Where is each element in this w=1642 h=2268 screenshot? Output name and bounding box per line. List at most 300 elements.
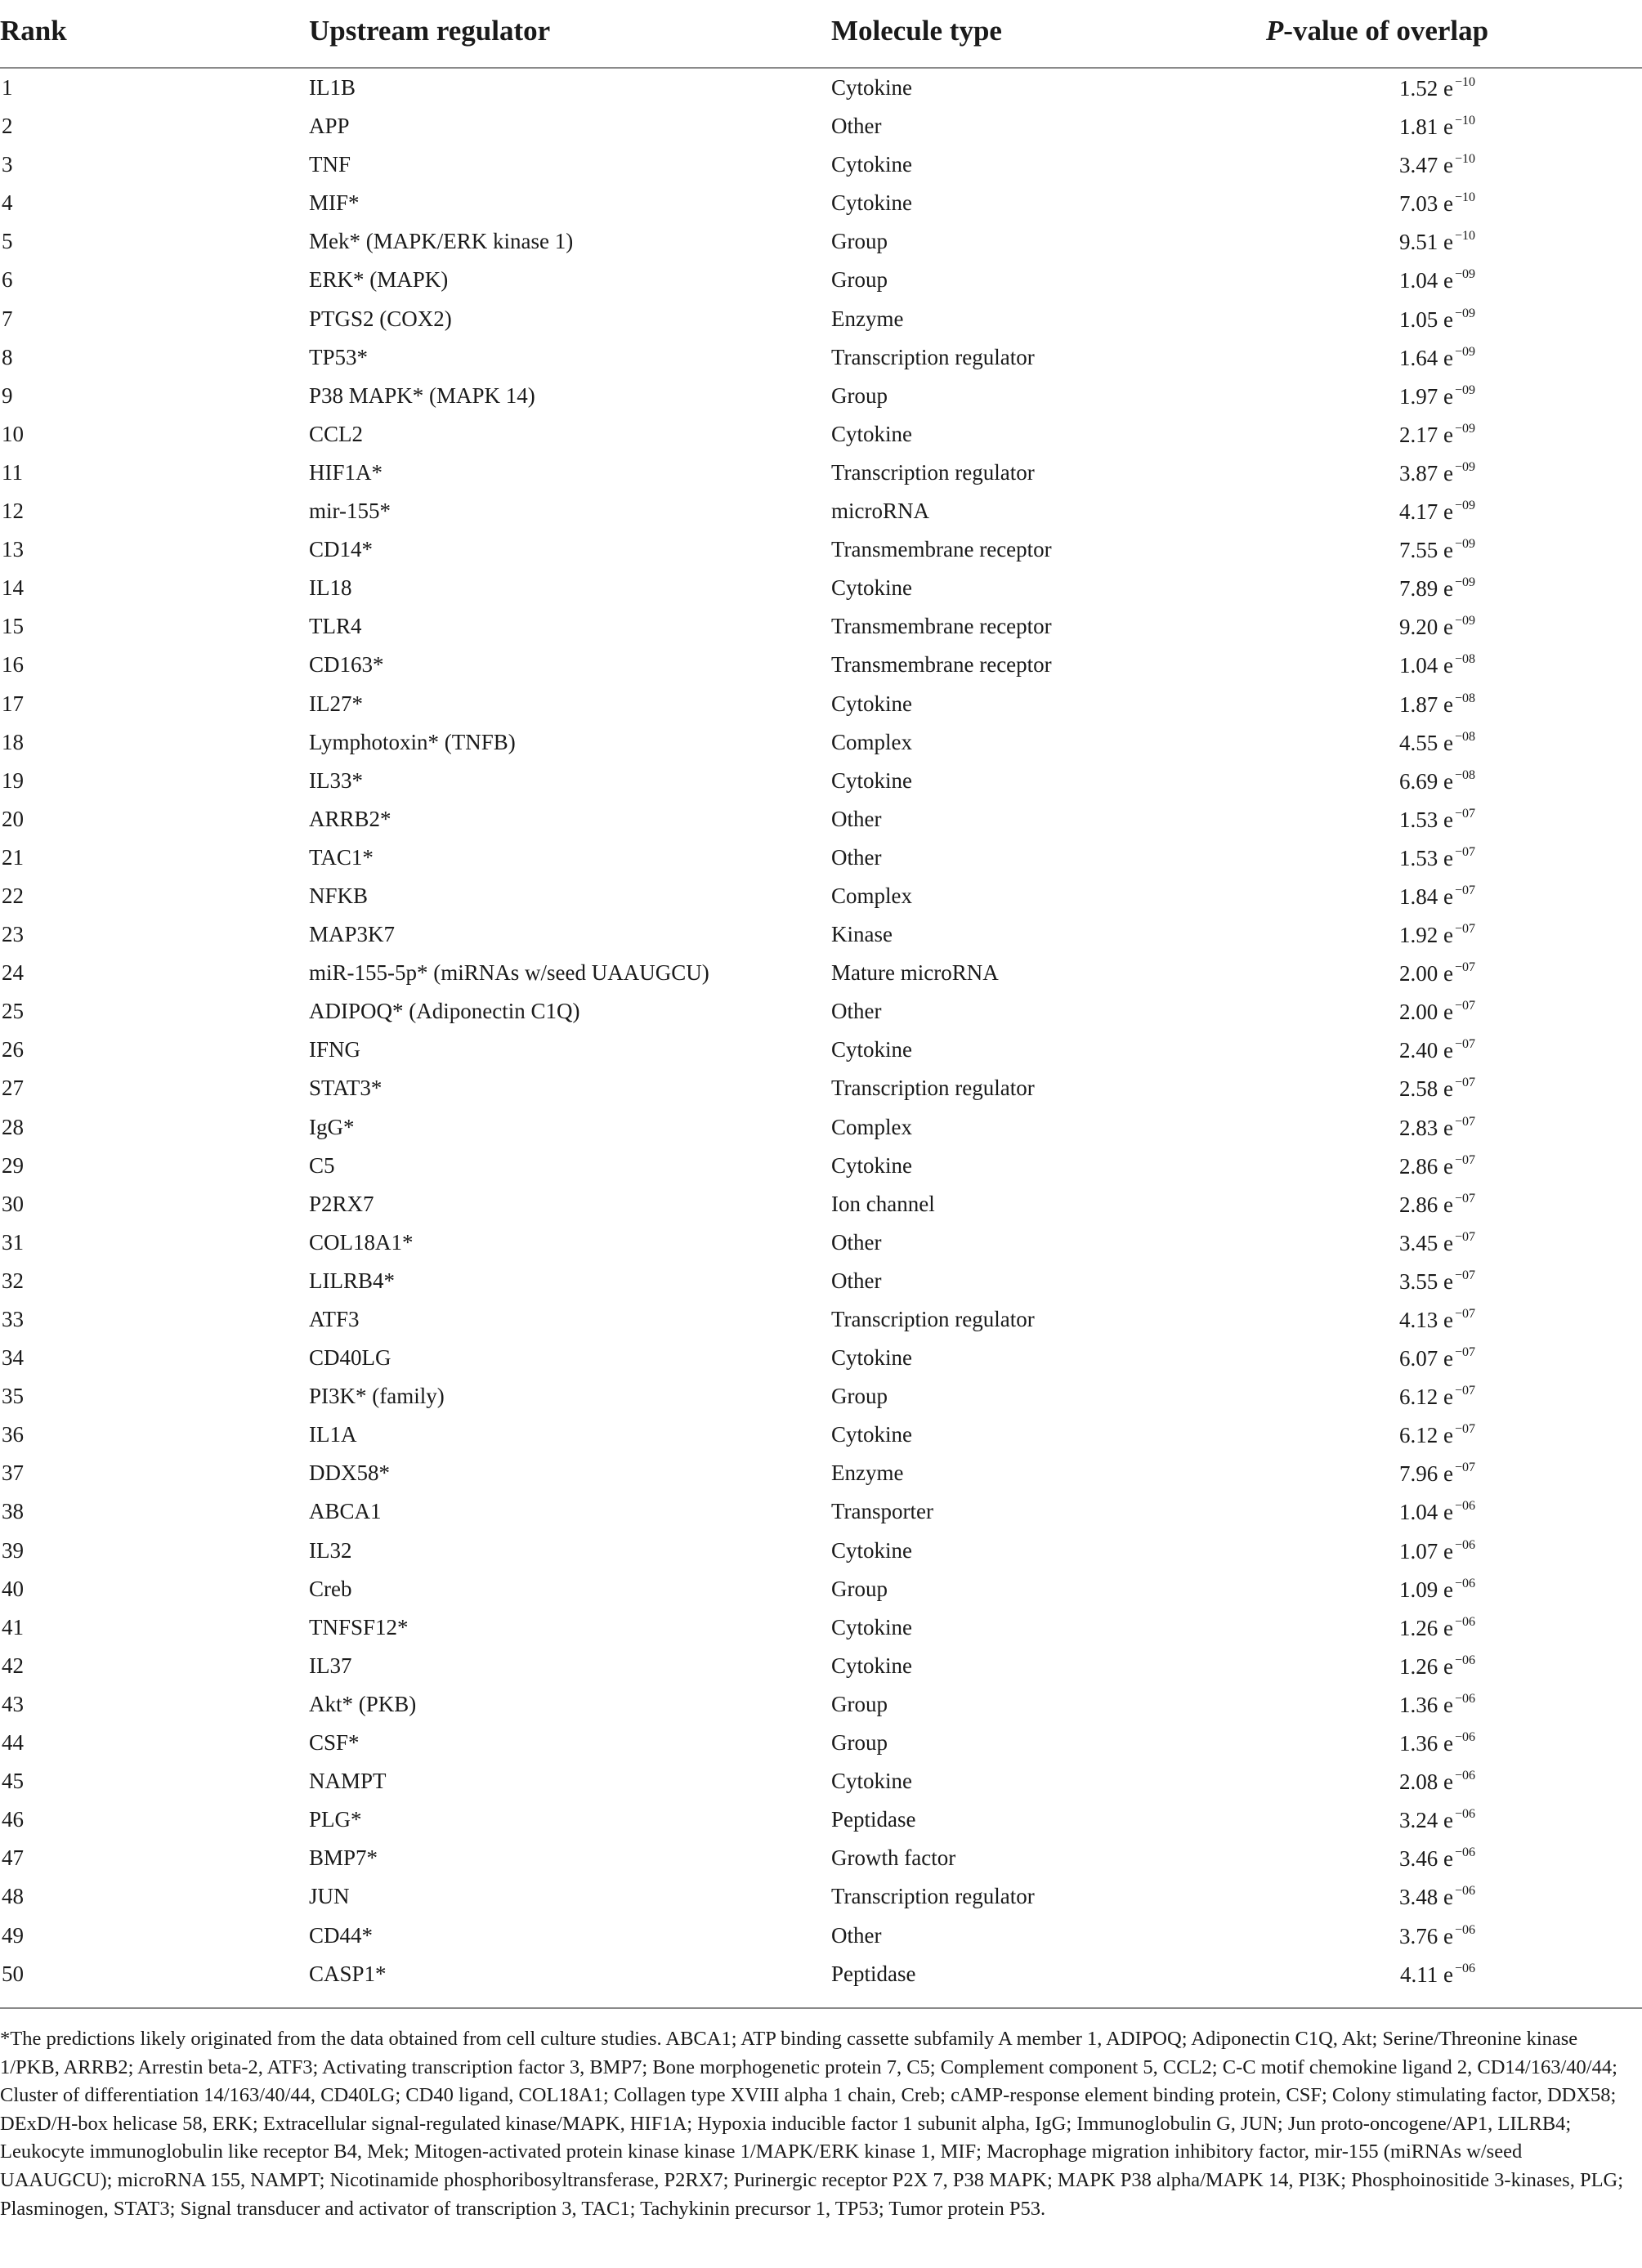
cell-molecule-type: Transmembrane receptor [831,652,1052,678]
cell-molecule-type: Transporter [831,1499,933,1524]
p-value-base: e [1438,1346,1453,1371]
table-row [0,378,1642,417]
cell-rank: 21 [2,844,24,870]
cell-rank: 40 [2,1576,24,1601]
p-value-base: e [1438,499,1453,525]
cell-rank: 35 [2,1384,24,1409]
table-row [0,802,1642,840]
p-value-base: e [1438,1308,1453,1332]
header-rank: Rank [0,15,67,47]
p-value-mantissa: 3.46 [1398,1846,1438,1872]
table-row [0,532,1642,570]
table-row [0,1302,1642,1340]
cell-rank: 25 [2,999,24,1024]
header-p-value-italic: P [1265,15,1284,47]
p-value-mantissa: 7.55 [1398,538,1438,563]
cell-p-value [1336,1923,1475,1949]
p-value-base: e [1438,1385,1453,1410]
table-row [0,917,1642,955]
p-value-exponent: −10 [1454,75,1475,89]
cell-upstream-regulator: mir-155* [309,499,391,524]
p-value-exponent: −09 [1454,421,1475,436]
p-value-mantissa: 4.11 [1399,1962,1438,1987]
cell-rank: 20 [2,806,24,831]
cell-p-value [1336,1845,1475,1872]
cell-rank: 29 [2,1152,24,1178]
cell-molecule-type: Cytokine [831,1037,912,1062]
cell-upstream-regulator: ADIPOQ* (Adiponectin C1Q) [309,999,580,1024]
cell-rank: 28 [2,1114,24,1139]
p-value-mantissa: 1.05 [1398,306,1438,332]
p-value-exponent: −10 [1454,229,1475,244]
cell-molecule-type: Group [831,267,888,293]
cell-upstream-regulator: NFKB [309,883,369,908]
cell-molecule-type: Transcription regulator [831,1884,1035,1909]
cell-molecule-type: Other [831,1922,882,1948]
p-value-exponent: −07 [1454,844,1475,859]
cell-molecule-type: Cytokine [831,190,912,216]
table-row [0,1610,1642,1648]
cell-p-value [1336,1422,1475,1448]
p-value-exponent: −09 [1454,537,1475,552]
cell-molecule-type: Transmembrane receptor [831,537,1052,562]
p-value-exponent: −06 [1454,1730,1475,1745]
cell-rank: 5 [2,229,13,254]
cell-molecule-type: Cytokine [831,152,912,177]
p-value-base: e [1438,691,1453,717]
cell-p-value [1336,1153,1475,1179]
p-value-exponent: −09 [1454,614,1475,629]
p-value-mantissa: 3.48 [1398,1885,1438,1910]
cell-upstream-regulator: Creb [309,1576,352,1601]
cell-molecule-type: microRNA [831,499,929,524]
cell-rank: 3 [2,152,13,177]
p-value-mantissa: 1.36 [1398,1731,1438,1756]
cell-upstream-regulator: IL27* [309,691,363,716]
p-value-exponent: −10 [1454,190,1475,205]
cell-p-value [1336,306,1475,333]
p-value-exponent: −08 [1454,767,1475,782]
cell-p-value [1336,1807,1475,1833]
cell-upstream-regulator: CD163* [309,652,384,678]
p-value-base: e [1438,153,1453,178]
cell-rank: 50 [2,1961,24,1986]
table-footnote: *The predictions likely originated from the data obtained from cell culture studies. ABCA1; ATP binding cassette subfamily A member 1, ADIPOQ; Adiponectin C1Q, Akt; Serine/Threonine kinase 1/PKB, ARRB2; Arrestin beta-2, ATF3; Activating transcription factor 3, BMP7; Bone morphogenetic protein 7, C5; Complement component 5, CCL2; C-C motif chemokine ligand 2, CD14/163/40/44; Cluster of differentiation 14/163/40/44, CD40LG; CD40 ligand, COL18A1; Collagen type XVIII alpha 1 chain, Creb; cAMP-response element binding protein, CSF; Colony stimulating factor, DDX58; DExD/H-box helicase 58, ERK; Extracellular signal-regulated kinase/MAPK, HIF1A; Hypoxia inducible factor 1 subunit alpha, IgG; Immunoglobulin G, JUN; Jun proto-oncogene/AP1, LILRB4; Leukocyte immunoglobulin like receptor B4, Mek; Mitogen-activated protein kinase kinase 1/MAPK/ERK kinase 1, MIF; Macrophage migration inhibitory factor, mir-155 (miRNAs w/seed UAAUGCU); microRNA 155, NAMPT; Nicotinamide phosphoribosyltransferase, P2RX7; Purinergic receptor P2X 7, P38 MAPK; MAPK P38 alpha/MAPK 14, PI3K; Phosphoinositide 3-kinases, PLG; Plasminogen, STAT3; Signal transducer and activator of transcription 3, TAC1; Tachykinin precursor 1, TP53; Tumor protein P53. [0,2028,1624,2220]
header-p-value [1173,15,1582,47]
table-row [0,417,1642,455]
cell-p-value [1336,652,1475,678]
p-value-mantissa: 6.07 [1398,1346,1438,1371]
cell-molecule-type: Group [831,1730,888,1756]
p-value-exponent: −07 [1454,1152,1475,1167]
cell-upstream-regulator: Mek* (MAPK/ERK kinase 1) [309,229,574,254]
cell-molecule-type: Other [831,1268,882,1293]
p-value-exponent: −06 [1454,1576,1475,1590]
p-value-mantissa: 2.17 [1398,422,1438,447]
cell-rank: 48 [2,1884,24,1909]
cell-p-value [1336,1692,1475,1718]
cell-molecule-type: Transcription regulator [831,459,1035,485]
table-row [0,647,1642,686]
cell-p-value [1336,730,1475,756]
cell-p-value [1336,1115,1475,1141]
p-value-mantissa: 1.09 [1398,1577,1438,1602]
p-value-mantissa: 1.36 [1398,1692,1438,1717]
table-bottom-rule [0,2007,1642,2009]
cell-p-value [1336,1962,1475,1988]
p-value-exponent: −06 [1454,1961,1475,1975]
p-value-base: e [1438,1769,1453,1795]
cell-molecule-type: Cytokine [831,421,912,446]
p-value-mantissa: 6.12 [1398,1423,1438,1448]
cell-rank: 13 [2,537,24,562]
cell-molecule-type: Mature microRNA [831,960,999,986]
p-value-mantissa: 7.03 [1398,191,1438,217]
table-row [0,1957,1642,1995]
p-value-base: e [1438,1615,1453,1640]
p-value-base: e [1438,76,1453,101]
p-value-mantissa: 4.17 [1398,499,1438,525]
cell-upstream-regulator: PLG* [309,1807,362,1832]
cell-rank: 22 [2,883,24,908]
cell-rank: 7 [2,306,13,331]
p-value-exponent: −06 [1454,1922,1475,1937]
cell-rank: 16 [2,652,24,678]
table-row [0,1725,1642,1764]
cell-molecule-type: Other [831,844,882,870]
cell-p-value [1336,575,1475,602]
cell-p-value [1336,460,1475,486]
table-row [0,70,1642,109]
p-value-exponent: −07 [1454,1422,1475,1437]
p-value-base: e [1438,1692,1453,1717]
p-value-mantissa: 9.20 [1398,615,1438,640]
cell-upstream-regulator: Akt* (PKB) [309,1691,417,1716]
p-value-base: e [1438,1268,1453,1294]
table-row [0,1032,1642,1071]
p-value-mantissa: 1.53 [1398,845,1438,870]
p-value-base: e [1438,615,1453,640]
p-value-exponent: −07 [1454,1345,1475,1360]
p-value-mantissa: 2.86 [1398,1192,1438,1217]
cell-p-value [1336,960,1475,986]
cell-p-value [1336,614,1475,640]
table-row [0,1533,1642,1572]
p-value-base: e [1438,845,1453,870]
cell-rank: 41 [2,1614,24,1639]
cell-upstream-regulator: PTGS2 (COX2) [309,306,452,331]
p-value-exponent: −07 [1454,1268,1475,1282]
p-value-exponent: −07 [1454,1229,1475,1244]
cell-upstream-regulator: MIF* [309,190,360,216]
cell-molecule-type: Transcription regulator [831,1307,1035,1331]
p-value-exponent: −06 [1454,1884,1475,1899]
p-value-base: e [1438,1653,1453,1679]
p-value-base: e [1438,383,1453,409]
p-value-exponent: −09 [1454,459,1475,474]
cell-rank: 8 [2,344,13,369]
p-value-exponent: −09 [1454,575,1475,590]
p-value-mantissa: 2.83 [1398,1115,1438,1140]
cell-p-value [1336,1307,1475,1333]
cell-upstream-regulator: APP [309,114,350,139]
p-value-mantissa: 2.86 [1398,1153,1438,1179]
cell-upstream-regulator: NAMPT [309,1769,387,1794]
p-value-base: e [1438,306,1453,332]
p-value-mantissa: 3.55 [1398,1268,1438,1294]
cell-p-value [1336,1884,1475,1910]
cell-molecule-type: Kinase [831,922,893,947]
cell-p-value [1336,537,1475,563]
cell-molecule-type: Complex [831,1114,912,1139]
p-value-mantissa: 4.13 [1398,1308,1438,1332]
p-value-mantissa: 1.26 [1398,1615,1438,1640]
cell-upstream-regulator: TAC1* [309,844,374,870]
cell-rank: 4 [2,190,13,216]
cell-upstream-regulator: TNF [309,152,351,177]
p-value-exponent: −07 [1454,1461,1475,1475]
cell-molecule-type: Transcription regulator [831,1076,1035,1101]
cell-rank: 45 [2,1769,24,1794]
p-value-base: e [1438,1000,1453,1025]
cell-molecule-type: Cytokine [831,75,912,100]
header-p-value-rest: -value of overlap [1283,15,1489,47]
p-value-mantissa: 2.40 [1398,1038,1438,1063]
table-row [0,147,1642,186]
p-value-exponent: −06 [1454,1691,1475,1706]
table-row [0,570,1642,609]
cell-p-value [1336,1192,1475,1218]
cell-molecule-type: Group [831,1691,888,1716]
p-value-mantissa: 1.64 [1398,345,1438,370]
cell-molecule-type: Other [831,114,882,139]
cell-upstream-regulator: IFNG [309,1037,361,1062]
cell-rank: 27 [2,1076,24,1101]
p-value-exponent: −09 [1454,499,1475,513]
p-value-mantissa: 3.47 [1398,153,1438,178]
table-row [0,1264,1642,1302]
p-value-exponent: −07 [1454,883,1475,897]
p-value-exponent: −07 [1454,1114,1475,1129]
cell-molecule-type: Complex [831,883,912,908]
table-row [0,186,1642,224]
cell-upstream-regulator: IgG* [309,1114,355,1139]
cell-upstream-regulator: IL18 [309,575,352,601]
p-value-mantissa: 1.81 [1398,114,1438,140]
p-value-mantissa: 6.69 [1398,768,1438,794]
p-value-mantissa: 1.04 [1398,268,1438,293]
p-value-base: e [1438,268,1453,293]
cell-rank: 6 [2,267,13,293]
cell-rank: 31 [2,1229,24,1255]
cell-upstream-regulator: DDX58* [309,1461,390,1486]
table-row [0,763,1642,802]
p-value-exponent: −07 [1454,922,1475,937]
p-value-base: e [1438,1461,1453,1487]
p-value-base: e [1438,345,1453,370]
cell-molecule-type: Complex [831,729,912,754]
p-value-exponent: −07 [1454,1307,1475,1321]
p-value-base: e [1438,576,1453,602]
cell-molecule-type: Cytokine [831,575,912,601]
cell-rank: 1 [2,75,13,100]
cell-p-value [1336,229,1475,255]
cell-upstream-regulator: P2RX7 [309,1191,374,1216]
cell-p-value [1336,345,1475,371]
table-row [0,1879,1642,1917]
cell-molecule-type: Cytokine [831,1653,912,1678]
cell-upstream-regulator: HIF1A* [309,459,383,485]
cell-upstream-regulator: TNFSF12* [309,1614,409,1639]
cell-rank: 42 [2,1653,24,1678]
cell-molecule-type: Group [831,382,888,408]
cell-rank: 14 [2,575,24,601]
table-row [0,1225,1642,1264]
p-value-mantissa: 2.58 [1398,1076,1438,1102]
cell-molecule-type: Cytokine [831,767,912,793]
cell-p-value [1336,807,1475,833]
table-row [0,994,1642,1032]
cell-rank: 44 [2,1730,24,1756]
p-value-mantissa: 2.00 [1398,961,1438,986]
cell-upstream-regulator: IL33* [309,767,363,793]
p-value-base: e [1438,1423,1453,1448]
p-value-mantissa: 6.12 [1398,1385,1438,1410]
p-value-exponent: −07 [1454,1384,1475,1398]
cell-upstream-regulator: IL1A [309,1422,357,1447]
p-value-base: e [1438,1500,1453,1525]
p-value-exponent: −06 [1454,1653,1475,1667]
p-value-base: e [1438,1885,1453,1910]
p-value-mantissa: 1.53 [1398,807,1438,832]
cell-rank: 32 [2,1268,24,1293]
cell-upstream-regulator: CD40LG [309,1345,391,1371]
table-row [0,1148,1642,1187]
cell-rank: 26 [2,1037,24,1062]
cell-upstream-regulator: CASP1* [309,1961,387,1986]
cell-upstream-regulator: PI3K* (family) [309,1384,445,1409]
cell-upstream-regulator: CSF* [309,1730,360,1756]
cell-p-value [1336,152,1475,178]
p-value-mantissa: 1.04 [1398,1500,1438,1525]
cell-p-value [1336,1461,1475,1487]
cell-rank: 24 [2,960,24,986]
table-row [0,1648,1642,1687]
cell-p-value [1336,1384,1475,1410]
cell-molecule-type: Peptidase [831,1961,916,1986]
cell-p-value [1336,267,1475,293]
cell-upstream-regulator: STAT3* [309,1076,383,1101]
cell-p-value [1336,1653,1475,1680]
cell-molecule-type: Group [831,1576,888,1601]
cell-molecule-type: Transmembrane receptor [831,614,1052,639]
p-value-exponent: −07 [1454,1191,1475,1206]
cell-upstream-regulator: CD14* [309,537,374,562]
cell-p-value [1336,1499,1475,1525]
p-value-base: e [1438,1115,1453,1140]
cell-rank: 47 [2,1845,24,1871]
cell-p-value [1336,922,1475,948]
cell-upstream-regulator: LILRB4* [309,1268,395,1293]
table-row [0,1572,1642,1610]
cell-p-value [1336,422,1475,448]
cell-upstream-regulator: ERK* (MAPK) [309,267,449,293]
p-value-base: e [1438,1808,1453,1833]
table-row [0,955,1642,994]
cell-rank: 2 [2,114,13,139]
p-value-base: e [1438,768,1453,794]
p-value-base: e [1438,1538,1453,1563]
cell-upstream-regulator: BMP7* [309,1845,378,1871]
table-row [0,1071,1642,1109]
cell-upstream-regulator: Lymphotoxin* (TNFB) [309,729,516,754]
p-value-exponent: −07 [1454,1076,1475,1090]
cell-rank: 9 [2,382,13,408]
p-value-base: e [1438,730,1453,755]
p-value-exponent: −10 [1454,114,1475,128]
cell-upstream-regulator: ABCA1 [309,1499,382,1524]
cell-molecule-type: Cytokine [831,1345,912,1371]
cell-upstream-regulator: ARRB2* [309,806,391,831]
table-row [0,609,1642,647]
p-value-exponent: −07 [1454,960,1475,975]
p-value-base: e [1438,1153,1453,1179]
p-value-exponent: −07 [1454,806,1475,821]
p-value-base: e [1438,230,1453,255]
p-value-exponent: −06 [1454,1769,1475,1783]
cell-p-value [1336,845,1475,871]
p-value-exponent: −07 [1454,999,1475,1013]
cell-molecule-type: Enzyme [831,1461,904,1486]
p-value-base: e [1438,807,1453,832]
p-value-exponent: −08 [1454,729,1475,744]
p-value-base: e [1438,1577,1453,1602]
table-row [0,1494,1642,1532]
p-value-base: e [1438,883,1453,909]
p-value-mantissa: 1.52 [1398,76,1438,101]
cell-molecule-type: Other [831,1229,882,1255]
header-molecule-type: Molecule type [831,15,1002,47]
table-row [0,302,1642,340]
p-value-mantissa: 3.87 [1398,460,1438,485]
cell-molecule-type: Cytokine [831,691,912,716]
cell-rank: 17 [2,691,24,716]
p-value-mantissa: 1.26 [1398,1653,1438,1679]
cell-p-value [1336,1577,1475,1603]
p-value-mantissa: 1.97 [1398,383,1438,409]
cell-upstream-regulator: P38 MAPK* (MAPK 14) [309,382,535,408]
cell-rank: 37 [2,1461,24,1486]
p-value-mantissa: 4.55 [1398,730,1438,755]
cell-rank: 18 [2,729,24,754]
table-row [0,109,1642,147]
p-value-base: e [1438,422,1453,447]
table-row [0,455,1642,494]
table-row [0,1764,1642,1802]
p-value-base: e [1438,961,1453,986]
cell-molecule-type: Other [831,999,882,1024]
cell-upstream-regulator: TP53* [309,344,369,369]
p-value-mantissa: 2.08 [1398,1769,1438,1795]
cell-rank: 12 [2,499,24,524]
p-value-mantissa: 1.84 [1398,883,1438,909]
cell-p-value [1336,499,1475,525]
table-row [0,687,1642,725]
cell-upstream-regulator: miR-155-5p* (miRNAs w/seed UAAUGCU) [309,960,709,986]
cell-upstream-regulator: CD44* [309,1922,374,1948]
cell-p-value [1336,383,1475,409]
p-value-exponent: −06 [1454,1807,1475,1822]
